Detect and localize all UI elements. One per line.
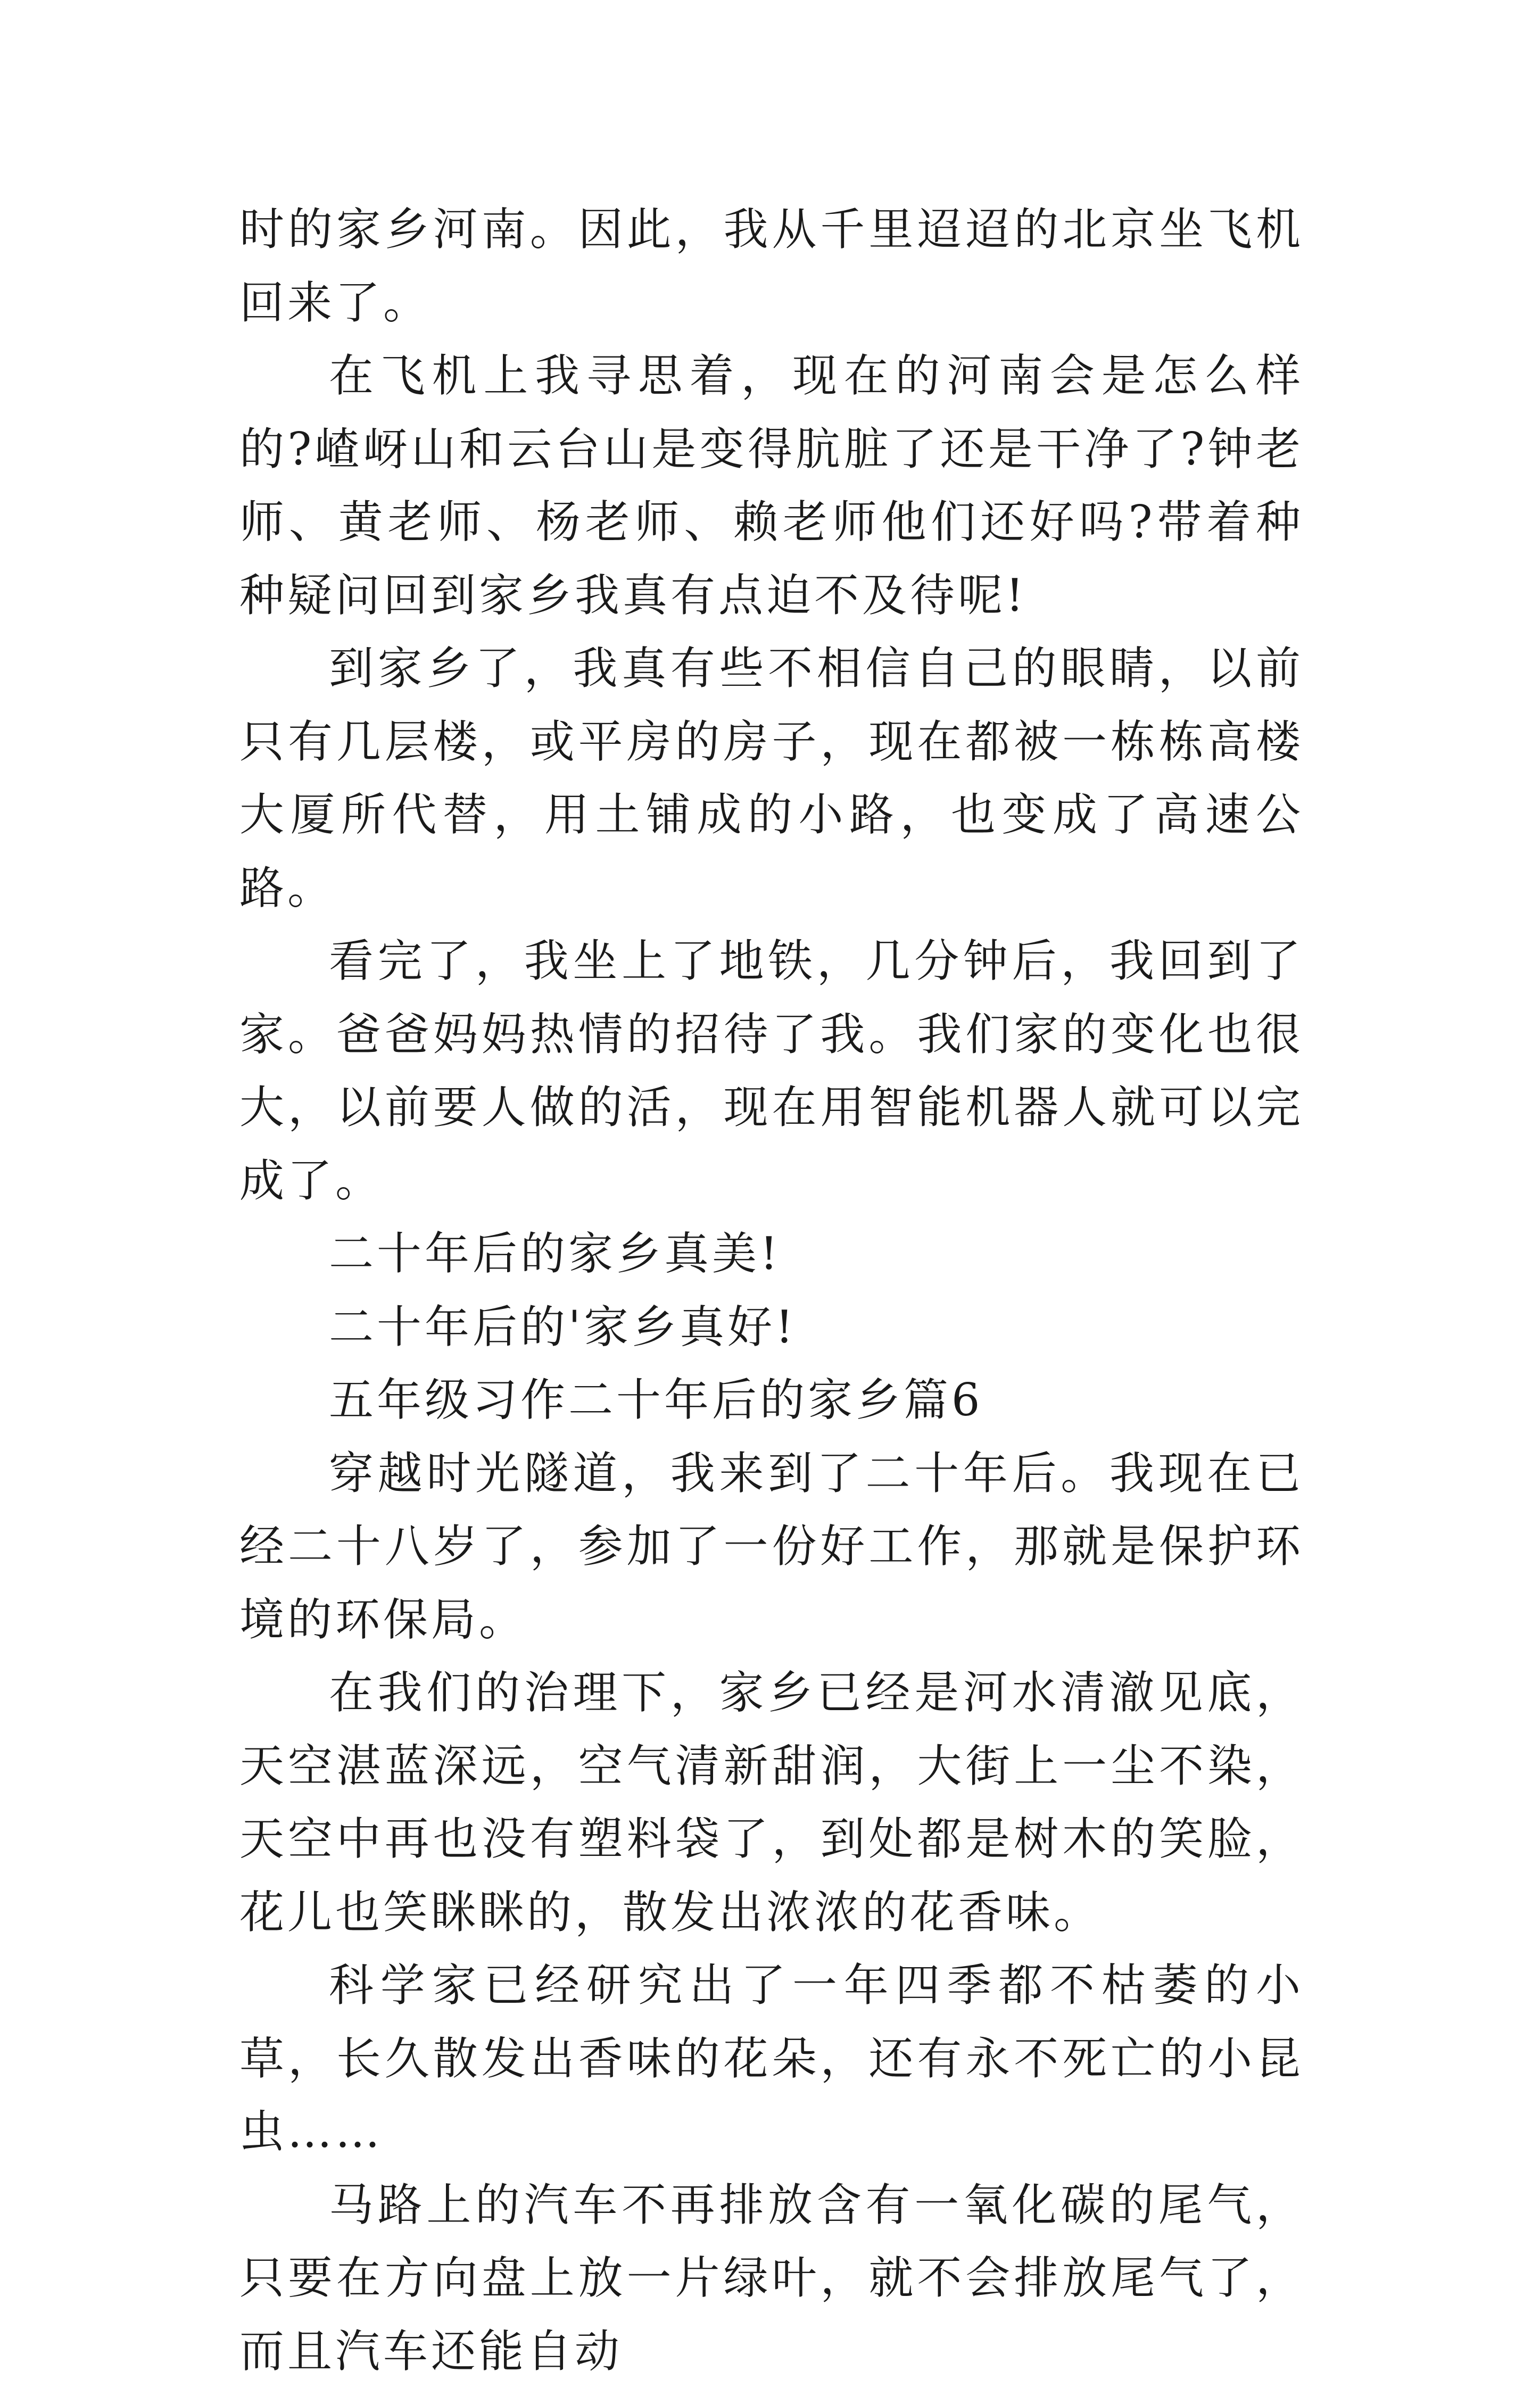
paragraph-8: 穿越时光隧道，我来到了二十年后。我现在已经二十八岁了，参加了一份好工作，那就是保护环境的环保局。 — [239, 1437, 1304, 1657]
article-body — [239, 193, 1304, 2388]
paragraph-5: 二十年后的家乡真美! — [239, 1217, 1304, 1291]
paragraph-9: 在我们的治理下，家乡已经是河水清澈见底，天空湛蓝深远，空气清新甜润，大街上一尘不染，天空中再也没有塑料袋了，到处都是树木的笑脸，花儿也笑眯眯的，散发出浓浓的花香味。 — [239, 1656, 1304, 1949]
paragraph-10: 科学家已经研究出了一年四季都不枯萎的小草，长久散发出香味的花朵，还有永不死亡的小昆虫…… — [239, 1949, 1304, 2169]
paragraph-6: 二十年后的'家乡真好! — [239, 1291, 1304, 1364]
paragraph-1: 时的家乡河南。因此，我从千里迢迢的北京坐飞机回来了。 — [239, 193, 1304, 339]
paragraph-3: 到家乡了，我真有些不相信自己的眼睛，以前只有几层楼，或平房的房子，现在都被一栋栋高楼大厦所代替，用土铺成的小路，也变成了高速公路。 — [239, 632, 1304, 925]
paragraph-11: 马路上的汽车不再排放含有一氧化碳的尾气，只要在方向盘上放一片绿叶，就不会排放尾气了，而且汽车还能自动 — [239, 2169, 1304, 2388]
paragraph-4: 看完了，我坐上了地铁，几分钟后，我回到了家。爸爸妈妈热情的招待了我。我们家的变化也很大，以前要人做的活，现在用智能机器人就可以完成了。 — [239, 925, 1304, 1217]
paragraph-2: 在飞机上我寻思着，现在的河南会是怎么样的?嵖岈山和云台山是变得肮脏了还是干净了?钟老师、黄老师、杨老师、赖老师他们还好吗?带着种种疑问回到家乡我真有点迫不及待呢! — [239, 339, 1304, 632]
section-heading: 五年级习作二十年后的家乡篇6 — [239, 1364, 1304, 1437]
